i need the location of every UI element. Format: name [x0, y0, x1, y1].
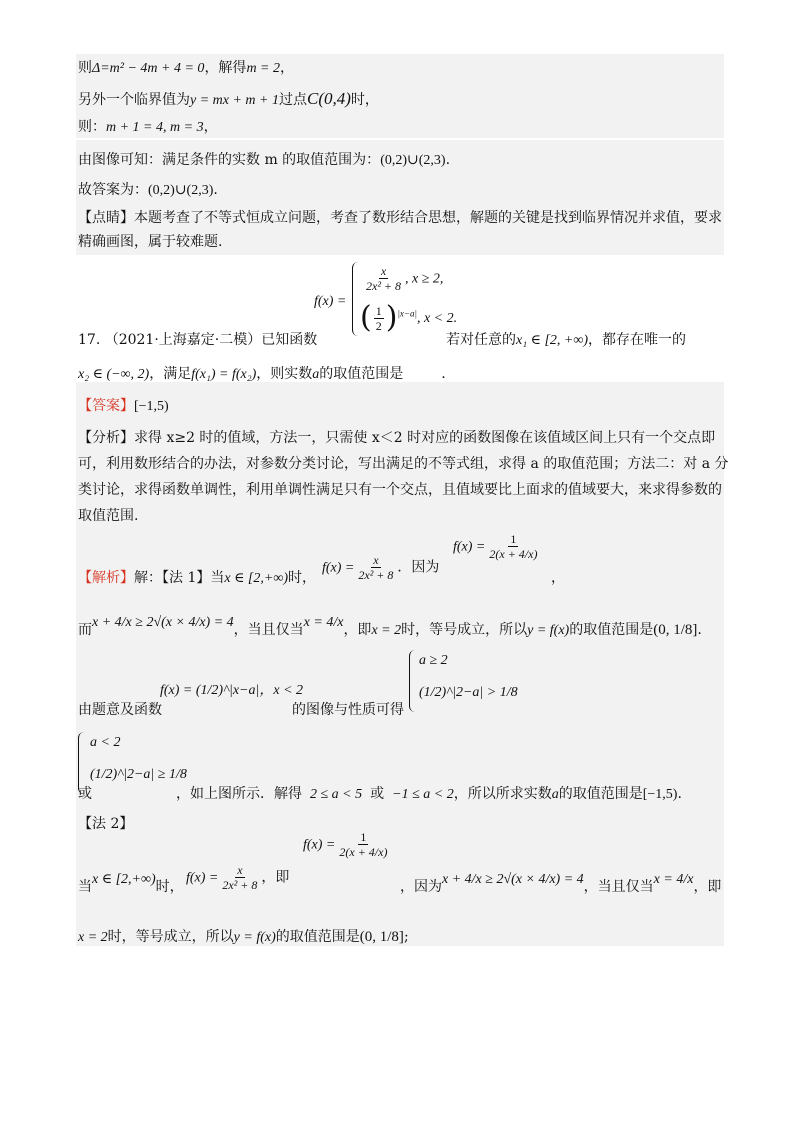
math: x + 4/x ≥ 2√(x × 4/x) = 4	[442, 872, 584, 887]
method-2-line-1	[78, 872, 184, 898]
paren: )	[385, 300, 398, 335]
fraction	[487, 532, 539, 561]
math: a	[312, 367, 320, 382]
math: −1 ≤ a < 2	[392, 787, 454, 802]
text: 当	[78, 879, 92, 895]
math: x + 4/x ≥ 2√(x × 4/x) = 4	[92, 615, 234, 630]
denominator: 2(x + 4/x)	[489, 547, 538, 561]
text: 17. （2021·上海嘉定·二模）已知函数	[78, 332, 318, 348]
math: m + 1 = 4, m = 3	[106, 120, 204, 135]
math: a ≥ 2	[419, 653, 448, 668]
numerator: 1	[510, 532, 517, 546]
fraction	[364, 264, 403, 293]
math: f(x) =	[322, 560, 355, 576]
exponent: |x−a|	[397, 308, 417, 319]
text: 的取值范围是	[569, 622, 654, 638]
math: x = 2	[78, 930, 108, 945]
text: ，因为	[400, 879, 442, 895]
math: (0, 1/8]	[359, 929, 404, 945]
math: m = 2	[246, 61, 280, 76]
fraction	[374, 304, 384, 333]
fraction	[337, 830, 389, 859]
text: .	[445, 152, 451, 168]
text: 或	[370, 786, 385, 802]
analysis-line-1	[78, 428, 715, 448]
text: 解：【法 1】当	[134, 570, 225, 586]
text: 时，	[287, 570, 316, 586]
math: (0, 1/8]	[653, 622, 698, 638]
solution-line-3-b	[292, 700, 404, 720]
math: x = 4/x	[303, 615, 344, 630]
line-comment-1: 【点睛】本题考查了不等式恒成立问题，考查了数形结合思想，解题的关键是找到临界情况并求值，要求	[78, 210, 722, 226]
solution-line-4-b	[176, 784, 682, 805]
line-range	[78, 150, 450, 171]
text: ，当且仅当	[233, 622, 304, 638]
text: ，即	[693, 879, 722, 895]
numerator: x	[380, 264, 387, 278]
text: ，满足	[149, 366, 192, 382]
math: x ∈ [2,+∞)	[92, 872, 156, 887]
paren: (	[360, 300, 372, 335]
text: ，即	[261, 869, 290, 886]
solution-right-formula	[453, 532, 541, 561]
text: .	[697, 622, 702, 638]
text: 另外一个临界值为	[78, 92, 190, 108]
math: C(0,4)	[307, 89, 351, 108]
text: ，所以所求实数	[453, 786, 552, 802]
q17-line-1	[78, 330, 317, 350]
denominator: 2x² + 8	[358, 568, 394, 582]
text: ，	[203, 119, 218, 135]
math: a	[551, 787, 559, 802]
q17-case-1	[362, 264, 443, 293]
denominator: 2x² + 8	[366, 279, 402, 293]
system-2-row-2	[90, 764, 187, 785]
q17-case-2	[360, 300, 458, 335]
numerator: 1	[375, 303, 382, 318]
math: f(x) =	[186, 870, 219, 886]
text: 故答案为：	[78, 182, 148, 198]
text: 的取值范围是	[275, 929, 360, 945]
math: 2 ≤ a < 5	[310, 787, 363, 802]
analysis-line-2: 可，利用数形结合的办法，对参数分类讨论，写出满足的不等式组，求得 a 的取值范围；方法二：对 a 分	[78, 456, 729, 472]
text: ，如上图所示．解得	[176, 786, 302, 802]
text: ，解得	[204, 60, 247, 76]
math: (0,2)∪(2,3)	[380, 153, 446, 168]
text: 或	[78, 786, 92, 802]
math: (1/2)^|2−a| > 1/8	[419, 685, 518, 700]
line-critical	[78, 89, 379, 111]
method-2-frac-top	[303, 830, 391, 859]
text: 时，等号成立，所以	[401, 622, 528, 638]
line-answer-prev	[78, 180, 218, 201]
line-comment-2: 精确画图，属于较难题.	[78, 234, 223, 250]
q17-fx-label	[314, 291, 346, 312]
math: f(x₁) = f(x₂)	[191, 367, 257, 382]
system-1-brace	[409, 650, 418, 712]
text: 由图像可知：满足条件的实数 m 的取值范围为：	[78, 152, 381, 168]
denominator: 2x² + 8	[222, 878, 258, 892]
math: y = f(x)	[233, 930, 276, 945]
text: ，当且仅当	[583, 879, 654, 895]
math: (1/2)^|2−a| ≥ 1/8	[90, 767, 187, 782]
text: ，则实数	[256, 366, 313, 382]
solution-label: 【解析】	[78, 570, 134, 586]
system-1-row-1	[419, 650, 448, 671]
text: 时，等号成立，所以	[107, 929, 234, 945]
numerator: x	[373, 553, 379, 567]
math: f(x) =	[314, 294, 347, 309]
text: ，都存在唯一的	[587, 332, 686, 348]
text: 的取值范围是	[319, 366, 404, 382]
math: f(x) = (1/2)^|x−a|，x < 2	[160, 683, 304, 698]
math: a < 2	[90, 735, 121, 750]
math: , x ≥ 2,	[405, 271, 444, 287]
math: , x < 2.	[416, 311, 458, 326]
text: 由题意及函数	[78, 702, 162, 718]
solution-line-3	[78, 700, 162, 720]
text: 而	[78, 622, 92, 638]
math: y = mx + m + 1	[190, 93, 279, 108]
solution-line-1-frac	[322, 553, 439, 582]
method-2-frac-1	[186, 863, 289, 892]
numerator: x	[237, 863, 243, 877]
denominator: 2	[375, 318, 382, 333]
fraction	[356, 553, 395, 582]
math: x ∈ [2,+∞)	[224, 571, 288, 586]
system-2-row-1	[90, 732, 120, 753]
text: 的图像与性质可得	[292, 702, 404, 718]
text: 时，	[350, 92, 379, 108]
answer-line	[78, 396, 169, 417]
math: f(x) =	[303, 837, 336, 853]
solution-line-1-end	[551, 568, 565, 588]
math: x₂ ∈ (−∞, 2)	[78, 367, 150, 382]
math: x = 2	[371, 623, 402, 638]
text: .	[213, 182, 218, 198]
math: (0,2)∪(2,3)	[148, 183, 214, 198]
answer-label: 【答案】	[78, 398, 134, 414]
text: 求得 x≥2 时的值域，方法一，只需使 x＜2 时对应的函数图像在该值域区间上只有一个交点即	[134, 430, 716, 446]
text: 若对任意的	[446, 332, 516, 348]
solution-line-1	[78, 568, 316, 589]
fraction	[220, 863, 259, 892]
solution-line-2	[78, 615, 702, 641]
text: 过点	[279, 92, 307, 108]
text: ，即	[343, 622, 372, 638]
text: ．因为	[397, 559, 440, 576]
text: .	[677, 786, 682, 802]
analysis-line-4: 取值范围.	[78, 508, 139, 524]
math: f(x) =	[453, 539, 486, 555]
line-m3	[78, 117, 218, 138]
analysis-line-3: 类讨论，求得函数单调性，利用单调性满足只有一个交点，且值域要比上面求的值域要大，来求得参数的	[78, 482, 722, 498]
text: 时，	[155, 879, 184, 895]
text: ，	[280, 60, 294, 76]
math: x₁ ∈ [2, +∞)	[516, 333, 588, 348]
method-2-line-1-b	[400, 872, 722, 898]
text: 的取值范围是	[558, 786, 643, 802]
text: 则	[78, 60, 92, 76]
math: [−1,5)	[642, 787, 678, 802]
math: y = f(x)	[527, 623, 570, 638]
solution-line-4	[78, 784, 92, 804]
analysis-label: 【分析】	[78, 430, 134, 446]
text: 则：	[78, 119, 106, 135]
q17-line-2	[78, 364, 446, 385]
answer-value: [−1,5)	[134, 399, 169, 414]
q17-line-1b	[446, 330, 686, 351]
line-delta	[78, 58, 294, 79]
text: ，	[551, 570, 565, 586]
text: ;	[403, 929, 409, 945]
method-2-heading: 【法 2】	[78, 816, 134, 832]
math: Δ=m² − 4m + 4 = 0	[92, 61, 205, 76]
method-2-line-2	[78, 927, 409, 948]
text: .	[441, 366, 446, 382]
math: x = 4/x	[653, 872, 694, 887]
denominator: 2(x + 4/x)	[339, 845, 388, 859]
solution-line-3-formula	[160, 680, 303, 701]
numerator: 1	[360, 830, 367, 844]
system-1-row-2	[419, 682, 518, 703]
